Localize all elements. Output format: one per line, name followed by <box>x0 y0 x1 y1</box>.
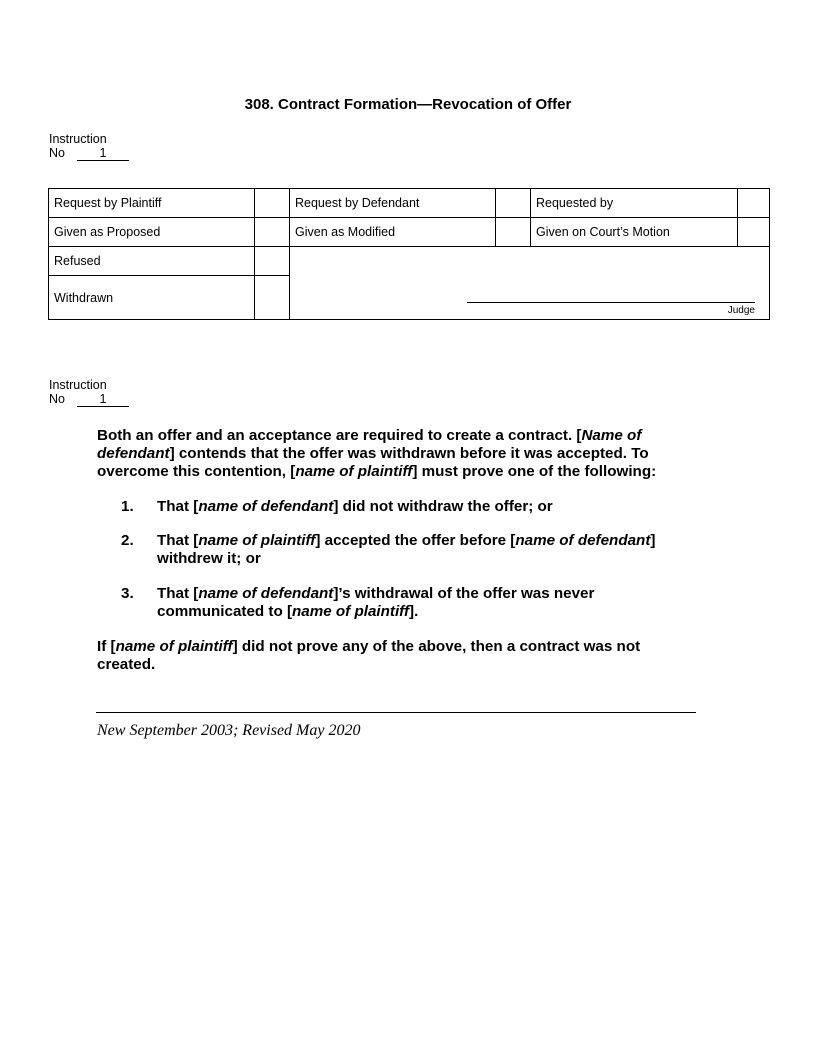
requested-by-checkbox[interactable] <box>738 189 770 218</box>
divider <box>96 712 696 713</box>
intro-paragraph: Both an offer and an acceptance are required to create a contract. [Name of defendant] contends that the offer was withdrawn before it was accepted. To overcome this contention, [name of plaintiff] must prove one of the following: <box>97 427 657 480</box>
conclusion-paragraph: If [name of plaintiff] did not prove any of the above, then a contract was not created. <box>97 638 641 673</box>
page-title: 308. Contract Formation—Revocation of Offer <box>244 96 572 113</box>
refused-checkbox[interactable] <box>255 247 290 276</box>
given-as-modified-checkbox[interactable] <box>496 218 531 247</box>
judge-label: Judge <box>727 305 755 316</box>
instruction-label: Instruction <box>49 378 107 392</box>
withdrawn-label: Withdrawn <box>49 276 255 320</box>
revision-history: New September 2003; Revised May 2020 <box>97 722 361 739</box>
list-number: 1. <box>121 498 134 515</box>
list-item-1: 1. That [name of defendant] did not withdraw the offer; or <box>121 498 553 515</box>
request-by-defendant-checkbox[interactable] <box>496 189 531 218</box>
judge-signature-line <box>467 302 755 303</box>
withdrawn-checkbox[interactable] <box>255 276 290 320</box>
instruction-number: 1 <box>77 393 129 407</box>
list-number: 3. <box>121 585 134 602</box>
given-on-courts-motion-checkbox[interactable] <box>738 218 770 247</box>
given-as-modified-label: Given as Modified <box>290 218 496 247</box>
request-by-plaintiff-checkbox[interactable] <box>255 189 290 218</box>
instruction-number-block <box>49 132 129 161</box>
given-on-courts-motion-label: Given on Court’s Motion <box>531 218 738 247</box>
instruction-label: Instruction <box>49 132 107 146</box>
instruction-number-block-2 <box>49 378 129 407</box>
request-by-plaintiff-label: Request by Plaintiff <box>49 189 255 218</box>
request-disposition-table <box>48 188 770 320</box>
instruction-no-label: No <box>49 392 65 406</box>
refused-label: Refused <box>49 247 255 276</box>
requested-by-label: Requested by <box>531 189 738 218</box>
list-item-3: 3. That [name of defendant]’s withdrawal of the offer was never communicated to [name of plaintiff]. <box>121 585 595 620</box>
given-as-proposed-label: Given as Proposed <box>49 218 255 247</box>
instruction-number: 1 <box>77 147 129 161</box>
given-as-proposed-checkbox[interactable] <box>255 218 290 247</box>
list-number: 2. <box>121 532 134 549</box>
judge-signature-area[interactable] <box>290 247 770 320</box>
list-item-2: 2. That [name of plaintiff] accepted the offer before [name of defendant] withdrew it; or <box>121 532 656 567</box>
instruction-no-label: No <box>49 146 65 160</box>
request-by-defendant-label: Request by Defendant <box>290 189 496 218</box>
